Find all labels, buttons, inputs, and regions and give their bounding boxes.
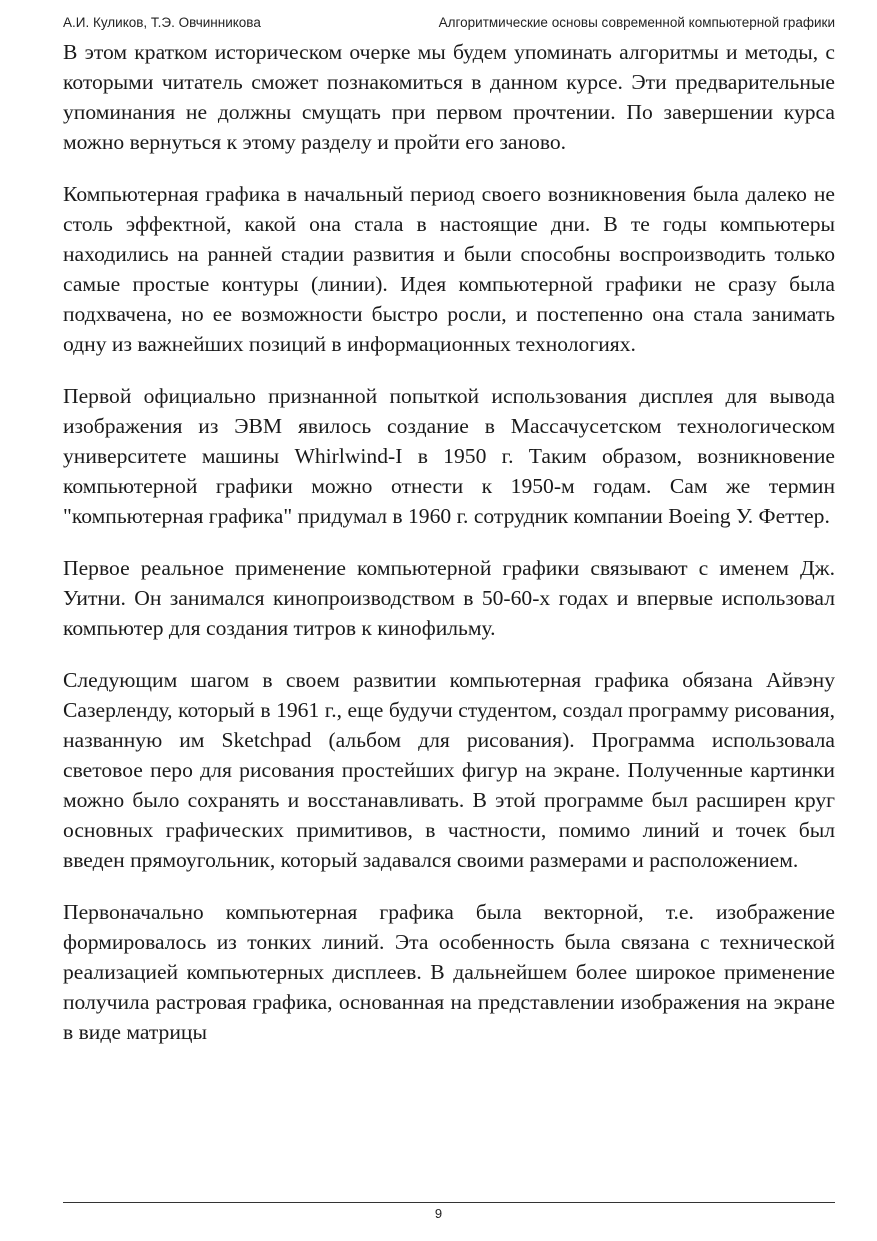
header-book-title: Алгоритмические основы современной компьютерной графики xyxy=(438,15,835,30)
paragraph-intro: В этом кратком историческом очерке мы будем упоминать алгоритмы и методы, с которыми читатель сможет познакомиться в данном курсе. Эти предварительные упоминания не должны смущать при первом прочтении. По завершении курса можно вернуться к этому разделу и пройти его заново. xyxy=(63,40,835,154)
header-authors: А.И. Куликов, Т.Э. Овчинникова xyxy=(63,15,261,30)
paragraph-early-graphics: Компьютерная графика в начальный период своего возникновения была далеко не столь эффектной, какой она стала в настоящие дни. В те годы компьютеры находились на ранней стадии развития и были способны воспроизводить только самые простые контуры (линии). Идея компьютерной графики не сразу была подхвачена, но ее возможности быстро росли, и постепенно она стала занимать одну из важнейших позиций в информационных технологиях. xyxy=(63,182,835,356)
paragraph-whirlwind: Первой официально признанной попыткой использования дисплея для вывода изображения из ЭВМ явилось создание в Массачусетском технологическом университете машины Whirlwind-I в 1950 г. Таким образом, возникновение компьютерной графики можно отнести к 1950-м годам. Сам же термин "компьютерная графика" придумал в 1960 г. сотрудник компании Boeing У. Феттер. xyxy=(63,384,835,528)
paragraph-vector-raster: Первоначально компьютерная графика была векторной, т.е. изображение формировалось из тонких линий. Эта особенность была связана с технической реализацией компьютерных дисплеев. В дальнейшем более широкое применение получила растровая графика, основанная на представлении изображения на экране в виде матрицы xyxy=(63,900,835,1044)
footer-rule xyxy=(63,1202,835,1203)
paragraph-sketchpad: Следующим шагом в своем развитии компьютерная графика обязана Айвэну Сазерленду, который в 1961 г., еще будучи студентом, создал программу рисования, названную им Sketchpad (альбом для рисования). Программа использовала световое перо для рисования простейших фигур на экране. Полученные картинки можно было сохранять и восстанавливать. В этой программе был расширен круг основных графических примитивов, в частности, помимо линий и точек был введен прямоугольник, который задавался своими размерами и расположением. xyxy=(63,668,835,872)
body-text xyxy=(63,37,835,1200)
page-number: 9 xyxy=(434,1206,443,1221)
running-header xyxy=(63,15,835,35)
paragraph-whitney: Первое реальное применение компьютерной графики связывают с именем Дж. Уитни. Он занимался кинопроизводством в 50-60-х годах и впервые использовал компьютер для создания титров к кинофильму. xyxy=(63,556,835,640)
